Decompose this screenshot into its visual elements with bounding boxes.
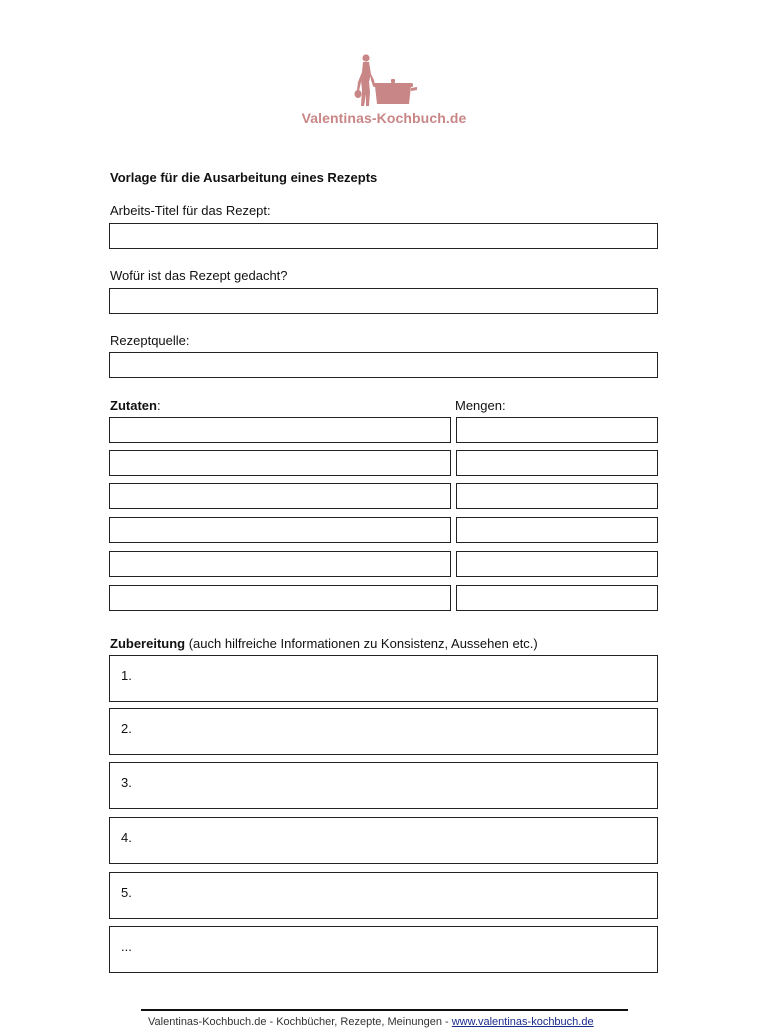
zutat-field-2[interactable] (109, 450, 451, 476)
zutat-field-1[interactable] (109, 417, 451, 443)
zweck-field[interactable] (109, 288, 658, 314)
woman-with-pot-logo-icon (349, 52, 419, 108)
menge-field-6[interactable] (456, 585, 658, 611)
zutaten-label-bold: Zutaten (110, 398, 157, 413)
zutat-field-4[interactable] (109, 517, 451, 543)
zweck-label: Wofür ist das Rezept gedacht? (110, 268, 288, 283)
zutaten-label-rest: : (156, 398, 161, 413)
rezeptquelle-field[interactable] (109, 352, 658, 378)
menge-field-1[interactable] (456, 417, 658, 443)
menge-field-2[interactable] (456, 450, 658, 476)
rezeptquelle-label: Rezeptquelle: (110, 333, 190, 348)
footer-divider (141, 1009, 628, 1011)
logo-text: Valentinas-Kochbuch.de (301, 110, 467, 126)
zubereitung-step-5[interactable]: 5. (109, 872, 658, 919)
zubereitung-step-more[interactable]: ... (109, 926, 658, 973)
menge-field-5[interactable] (456, 551, 658, 577)
zubereitung-step-4[interactable]: 4. (109, 817, 658, 864)
zubereitung-step-1[interactable]: 1. (109, 655, 658, 702)
footer-text: Valentinas-Kochbuch.de - Kochbücher, Rezepte, Meinungen - (148, 1016, 452, 1028)
document-title: Vorlage für die Ausarbeitung eines Rezepts (110, 170, 378, 185)
zubereitung-label-bold: Zubereitung (110, 636, 186, 651)
mengen-label: Mengen: (455, 398, 506, 413)
menge-field-3[interactable] (456, 483, 658, 509)
zutaten-label (110, 398, 161, 413)
footer-link[interactable]: www.valentinas-kochbuch.de (451, 1016, 594, 1028)
footer (148, 1016, 594, 1028)
zutat-field-6[interactable] (109, 585, 451, 611)
zubereitung-step-3[interactable]: 3. (109, 762, 658, 809)
arbeitstitel-label: Arbeits-Titel für das Rezept: (110, 203, 271, 218)
arbeitstitel-field[interactable] (109, 223, 658, 249)
zubereitung-label-rest: (auch hilfreiche Informationen zu Konsistenz, Aussehen etc.) (185, 636, 538, 651)
zubereitung-label (110, 636, 538, 651)
zutat-field-5[interactable] (109, 551, 451, 577)
zubereitung-step-2[interactable]: 2. (109, 708, 658, 755)
zutat-field-3[interactable] (109, 483, 451, 509)
site-logo[interactable] (0, 52, 768, 126)
menge-field-4[interactable] (456, 517, 658, 543)
